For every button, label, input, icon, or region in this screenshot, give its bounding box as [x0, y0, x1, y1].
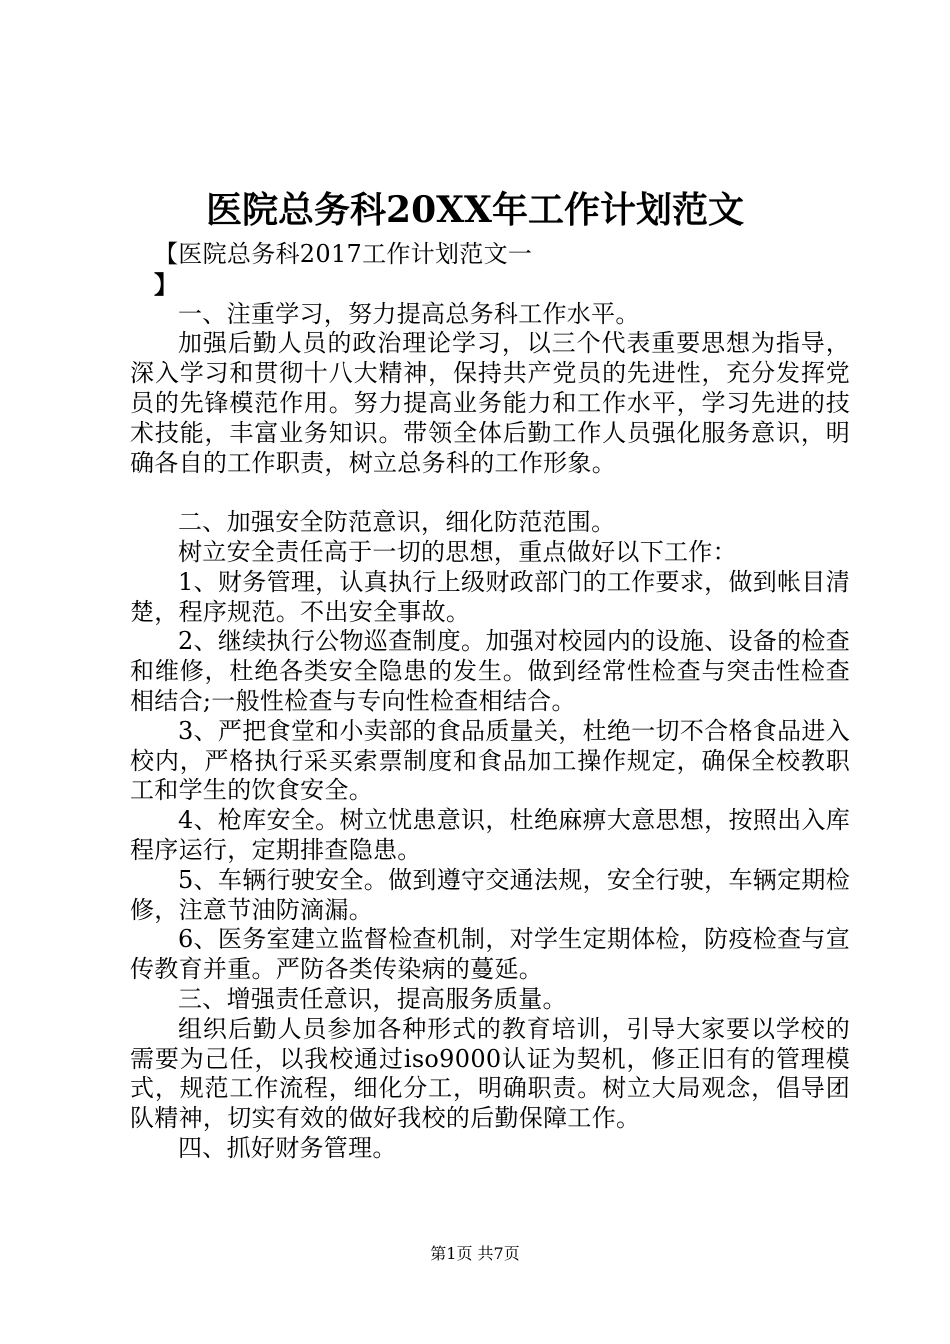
paragraph: 组织后勤人员参加各种形式的教育培训，引导大家要以学校的需要为己任，以我校通过iso9000认证为契机，修正旧有的管理模式，规范工作流程，细化分工，明确职责。树立大局观念，倡导团队精神，切实有效的做好我校的后勤保障工作。	[130, 1014, 850, 1133]
document-title: 医院总务科20XX年工作计划范文	[206, 189, 744, 231]
document-body	[130, 240, 850, 1164]
list-item: 3、严把食堂和小卖部的食品质量关，杜绝一切不合格食品进入校内，严格执行采买索票制度和食品加工操作规定，确保全校教职工和学生的饮食安全。	[130, 716, 850, 805]
list-item: 6、医务室建立监督检查机制，对学生定期体检，防疫检查与宣传教育并重。严防各类传染病的蔓延。	[130, 925, 850, 984]
paragraph: 树立安全责任高于一切的思想，重点做好以下工作：	[178, 537, 737, 566]
list-item: 1、财务管理，认真执行上级财政部门的工作要求，做到帐目清楚，程序规范。不出安全事故。	[130, 567, 850, 626]
list-item: 4、枪库安全。树立忧患意识，杜绝麻痹大意思想，按照出入库程序运行，定期排查隐患。	[130, 806, 850, 864]
subtitle-open: 【医院总务科2017工作计划范文一	[154, 240, 533, 268]
list-item: 2、继续执行公物巡查制度。加强对校园内的设施、设备的检查和维修，杜绝各类安全隐患的发生。做到经常性检查与突击性检查相结合;一般性检查与专向性检查相结合。	[130, 627, 850, 715]
subtitle-close: 】	[154, 269, 179, 299]
list-item: 5、车辆行驶安全。做到遵守交通法规，安全行驶，车辆定期检修，注意节油防滴漏。	[130, 865, 850, 924]
section-heading-1: 一、注重学习，努力提高总务科工作水平。	[178, 299, 640, 328]
blank-line	[130, 478, 850, 508]
section-heading-3: 三、增强责任意识，提高服务质量。	[178, 984, 567, 1013]
paragraph: 加强后勤人员的政治理论学习，以三个代表重要思想为指导，深入学习和贯彻十八大精神，保持共产党员的先进性，充分发挥党员的先锋模范作用。努力提高业务能力和工作水平，学习先进的技术技能，丰富业务知识。带领全体后勤工作人员强化服务意识，明确各自的工作职责，树立总务科的工作形象。	[130, 329, 850, 477]
section-heading-2: 二、加强安全防范意识，细化防范范围。	[178, 508, 616, 537]
section-heading-4: 四、抓好财务管理。	[178, 1133, 397, 1162]
page-indicator: 第1页 共7页	[430, 1244, 520, 1263]
